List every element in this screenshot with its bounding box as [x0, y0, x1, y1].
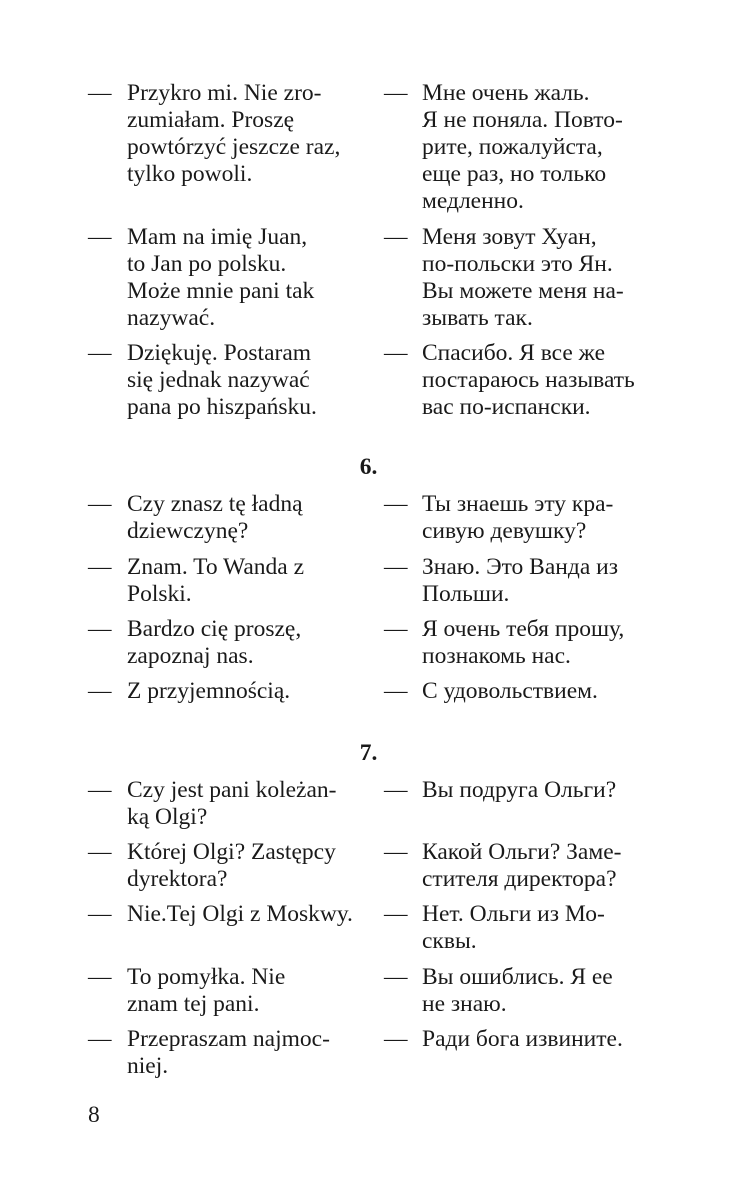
- dash-marker: —: [384, 616, 408, 642]
- page-number: 8: [88, 1102, 100, 1128]
- dash-marker: —: [384, 491, 408, 517]
- russian-line: Мне очень жаль. Я не поняла. Повто- рите, пожалуйста, еще раз, но только медленно.: [422, 80, 623, 214]
- dash-marker: —: [88, 80, 112, 106]
- russian-line: С удовольствием.: [422, 678, 598, 704]
- dash-marker: —: [88, 777, 112, 803]
- dash-marker: —: [88, 224, 112, 250]
- dash-marker: —: [384, 678, 408, 704]
- russian-line: Вы подруга Ольги?: [422, 777, 617, 803]
- dialogue-row: [0, 491, 739, 551]
- polish-line: Mam na imię Juan, to Jan po polsku. Może mnie pani tak nazywać.: [127, 224, 315, 331]
- dash-marker: —: [88, 839, 112, 865]
- dialogue-row: [0, 224, 739, 331]
- russian-line: Меня зовут Хуан, по-польски это Ян. Вы можете меня на- зывать так.: [422, 224, 624, 331]
- dash-marker: —: [384, 901, 408, 927]
- polish-line: Której Olgi? Zastępcy dyrektora?: [127, 839, 336, 892]
- polish-line: Z przyjemnością.: [127, 678, 291, 704]
- dash-marker: —: [384, 964, 408, 990]
- dialogue-row: [0, 80, 739, 214]
- dialogue-row: [0, 839, 739, 899]
- dash-marker: —: [384, 554, 408, 580]
- dash-marker: —: [88, 340, 112, 366]
- dash-marker: —: [384, 224, 408, 250]
- dash-marker: —: [88, 964, 112, 990]
- dash-marker: —: [384, 1026, 408, 1052]
- section-heading: 6.: [359, 454, 378, 480]
- dash-marker: —: [384, 839, 408, 865]
- dash-marker: —: [88, 616, 112, 642]
- russian-line: Какой Ольги? Заме- стителя директора?: [422, 839, 622, 892]
- polish-line: Czy jest pani koleżan- ką Olgi?: [127, 777, 337, 830]
- polish-line: Bardzo cię proszę, zapoznaj nas.: [127, 616, 302, 669]
- polish-line: Czy znasz tę ładną dziewczynę?: [127, 491, 303, 544]
- dialogue-row: [0, 1026, 739, 1086]
- dialogue-row: [0, 777, 739, 837]
- dash-marker: —: [384, 340, 408, 366]
- russian-line: Знаю. Это Ванда из Польши.: [422, 554, 618, 607]
- dialogue-row: [0, 340, 739, 420]
- polish-line: Przepraszam najmoc- niej.: [127, 1026, 330, 1079]
- dash-marker: —: [88, 554, 112, 580]
- russian-line: Спасибо. Я все же постараюсь называть вас по-испански.: [422, 340, 635, 420]
- dialogue-row: [0, 554, 739, 614]
- polish-line: To pomyłka. Nie znam tej pani.: [127, 964, 286, 1017]
- dialogue-row: [0, 964, 739, 1024]
- russian-line: Я очень тебя прошу, познакомь нас.: [422, 616, 625, 669]
- section-heading: 7.: [359, 740, 378, 766]
- dash-marker: —: [384, 777, 408, 803]
- dialogue-row: [0, 616, 739, 676]
- dash-marker: —: [88, 901, 112, 927]
- polish-line: Nie.Tej Olgi z Moskwy.: [127, 901, 353, 927]
- dialogue-row: [0, 901, 739, 961]
- dash-marker: —: [384, 80, 408, 106]
- polish-line: Znam. To Wanda z Polski.: [127, 554, 305, 607]
- russian-line: Нет. Ольги из Мо- сквы.: [422, 901, 605, 954]
- dialogue-row: [0, 678, 739, 738]
- dash-marker: —: [88, 678, 112, 704]
- russian-line: Вы ошиблись. Я ее не знаю.: [422, 964, 613, 1017]
- russian-line: Ты знаешь эту кра- сивую девушку?: [422, 491, 614, 544]
- polish-line: Dziękuję. Postaram się jednak nazywać pana po hiszpańsku.: [127, 340, 317, 420]
- dash-marker: —: [88, 1026, 112, 1052]
- russian-line: Ради бога извините.: [422, 1026, 623, 1052]
- polish-line: Przykro mi. Nie zro- zumiałam. Proszę powtórzyć jeszcze raz, tylko powoli.: [127, 80, 341, 187]
- dash-marker: —: [88, 491, 112, 517]
